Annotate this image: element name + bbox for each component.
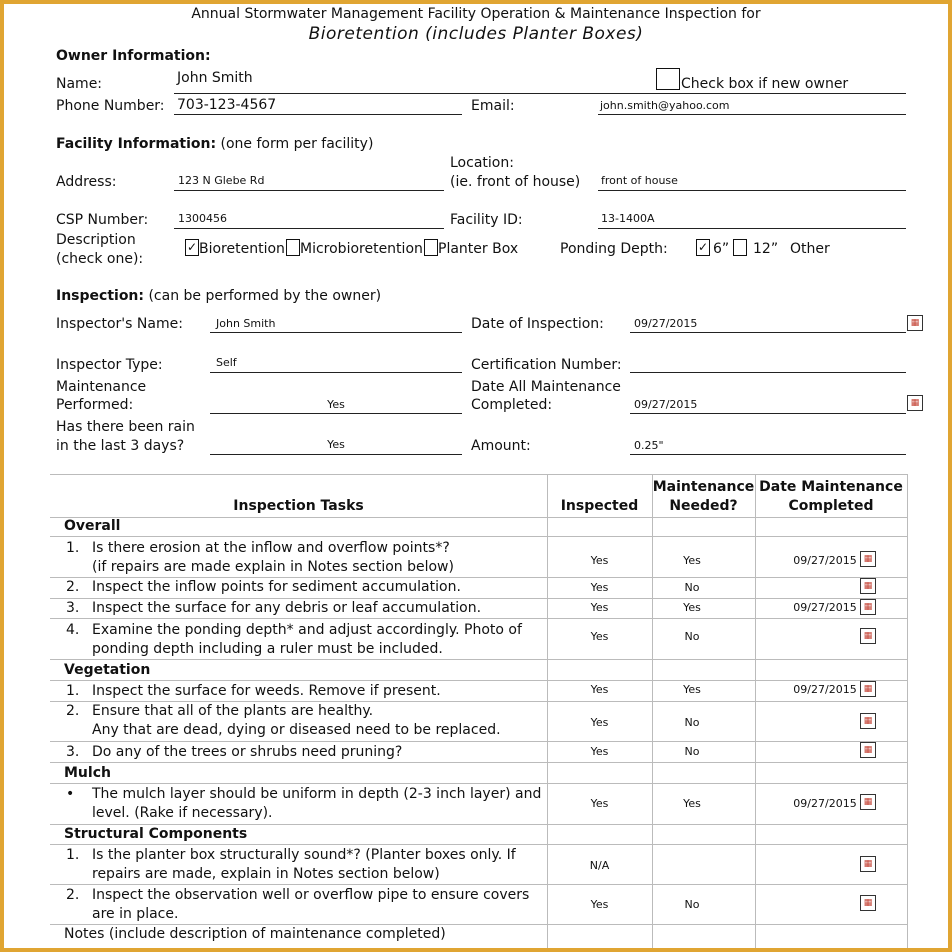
date-all-maintenance-label-1: Date All Maintenance xyxy=(471,379,621,395)
bioretention-checkbox[interactable]: ✓ xyxy=(186,240,198,254)
ponding-12in-label: 12” xyxy=(753,241,779,257)
date-inspection-label: Date of Inspection: xyxy=(471,316,604,332)
location-label-1: Location: xyxy=(450,155,514,171)
date-all-maintenance-label-2: Completed: xyxy=(471,397,553,413)
inspected-cell[interactable]: Yes xyxy=(590,554,609,567)
name-label: Name: xyxy=(56,76,103,92)
date-all-maintenance-field[interactable]: 09/27/2015 xyxy=(634,398,698,411)
maintenance-needed-cell[interactable]: No xyxy=(684,898,700,911)
row-divider xyxy=(50,884,908,885)
date-completed-cell[interactable]: 09/27/2015 xyxy=(793,601,857,614)
microbioretention-label: Microbioretention xyxy=(300,241,423,257)
maintenance-needed-cell[interactable]: No xyxy=(684,630,700,643)
inspected-cell[interactable]: Yes xyxy=(590,630,609,643)
maintenance-label-1: Maintenance xyxy=(56,379,147,395)
task-number: 3. xyxy=(66,600,80,616)
email-field[interactable]: john.smith@yahoo.com xyxy=(600,99,730,112)
section-mulch: Mulch xyxy=(64,765,111,781)
task-number: 2. xyxy=(66,703,80,719)
row-divider xyxy=(50,762,908,763)
task-text: Examine the ponding depth* and adjust accordingly. Photo of ponding depth including a ruler must be included. xyxy=(92,622,522,657)
rain-label-2: in the last 3 days? xyxy=(56,438,185,454)
description-label-2: (check one): xyxy=(56,251,144,267)
date-completed-cell[interactable]: 09/27/2015 xyxy=(793,797,857,810)
task-number: 3. xyxy=(66,744,80,760)
phone-field[interactable]: 703-123-4567 xyxy=(177,97,277,113)
microbioretention-checkbox[interactable] xyxy=(286,239,300,256)
col-divider xyxy=(755,474,756,948)
inspector-name-field[interactable]: John Smith xyxy=(216,317,276,330)
amount-field[interactable]: 0.25" xyxy=(634,439,664,452)
name-field[interactable]: John Smith xyxy=(177,70,253,86)
inspector-name-underline xyxy=(210,332,462,333)
calendar-icon[interactable]: ▦ xyxy=(860,856,876,872)
row-divider xyxy=(50,924,908,925)
form-title: Annual Stormwater Management Facility Operation & Maintenance Inspection for xyxy=(191,6,761,22)
date-inspection-field[interactable]: 09/27/2015 xyxy=(634,317,698,330)
calendar-icon[interactable]: ▦ xyxy=(860,628,876,644)
ponding-6in-checkbox[interactable]: ✓ xyxy=(697,240,709,254)
maintenance-needed-cell[interactable]: Yes xyxy=(683,601,701,614)
ponding-6in-label: 6” xyxy=(713,241,730,257)
task-text: Is there erosion at the inflow and overflow points*? (if repairs are made explain in Notes section below) xyxy=(92,540,454,575)
calendar-icon[interactable]: ▦ xyxy=(860,713,876,729)
ponding-other-label: Other xyxy=(790,241,830,257)
rain-underline xyxy=(210,454,462,455)
col-divider xyxy=(907,474,908,948)
phone-label: Phone Number: xyxy=(56,98,165,114)
row-divider xyxy=(50,618,908,619)
address-field[interactable]: 123 N Glebe Rd xyxy=(178,174,265,187)
task-text: Inspect the surface for any debris or leaf accumulation. xyxy=(92,600,482,616)
maintenance-performed-field[interactable]: Yes xyxy=(327,398,345,411)
address-label: Address: xyxy=(56,174,117,190)
cert-number-underline xyxy=(630,372,906,373)
row-divider xyxy=(50,680,908,681)
inspection-heading-note: (can be performed by the owner) xyxy=(148,288,382,304)
maintenance-needed-cell[interactable]: No xyxy=(684,581,700,594)
maintenance-needed-cell[interactable]: Yes xyxy=(683,554,701,567)
task-number: 2. xyxy=(66,579,80,595)
facility-heading: Facility Information: xyxy=(56,136,217,152)
inspected-cell[interactable]: Yes xyxy=(590,898,609,911)
task-number: 1. xyxy=(66,540,80,556)
calendar-icon[interactable]: ▦ xyxy=(860,578,876,594)
inspected-cell[interactable]: N/A xyxy=(589,859,610,872)
task-text: Inspect the inflow points for sediment accumulation. xyxy=(92,579,461,595)
maintenance-needed-cell[interactable]: No xyxy=(684,745,700,758)
calendar-icon[interactable]: ▦ xyxy=(860,742,876,758)
calendar-icon[interactable]: ▦ xyxy=(907,315,923,331)
csp-field[interactable]: 1300456 xyxy=(178,212,227,225)
planter-box-checkbox[interactable] xyxy=(424,239,438,256)
planter-box-label: Planter Box xyxy=(438,241,519,257)
calendar-icon[interactable]: ▦ xyxy=(907,395,923,411)
inspected-cell[interactable]: Yes xyxy=(590,601,609,614)
facility-id-label: Facility ID: xyxy=(450,212,523,228)
inspector-type-field[interactable]: Self xyxy=(216,356,237,369)
row-divider xyxy=(50,659,908,660)
calendar-icon[interactable]: ▦ xyxy=(860,895,876,911)
col-divider xyxy=(547,474,548,948)
rain-label-1: Has there been rain xyxy=(56,419,195,435)
header-date-completed-1: Date Maintenance xyxy=(759,479,903,495)
notes-label: Notes (include description of maintenance completed) xyxy=(64,926,446,942)
address-underline xyxy=(174,190,444,191)
ponding-depth-label: Ponding Depth: xyxy=(560,241,668,257)
bioretention-label: Bioretention xyxy=(199,241,285,257)
table-border-top xyxy=(50,474,908,475)
amount-underline xyxy=(630,454,906,455)
header-maintenance-1: Maintenance xyxy=(652,479,755,495)
new-owner-label: Check box if new owner xyxy=(681,76,849,92)
name-underline xyxy=(174,93,906,94)
email-label: Email: xyxy=(471,98,515,114)
email-underline xyxy=(598,114,906,115)
header-inspected: Inspected xyxy=(560,498,639,514)
phone-underline xyxy=(174,114,462,115)
location-underline xyxy=(598,190,906,191)
header-maintenance-2: Needed? xyxy=(669,498,738,514)
section-structural: Structural Components xyxy=(64,826,248,842)
row-divider xyxy=(50,824,908,825)
maintenance-label-2: Performed: xyxy=(56,397,134,413)
task-text: The mulch layer should be uniform in depth (2-3 inch layer) and level. (Rake if necessary). xyxy=(92,786,542,821)
inspected-cell[interactable]: Yes xyxy=(590,581,609,594)
inspection-heading: Inspection: xyxy=(56,288,144,304)
inspector-type-label: Inspector Type: xyxy=(56,357,163,373)
inspected-cell[interactable]: Yes xyxy=(590,683,609,696)
owner-heading: Owner Information: xyxy=(56,48,211,64)
cert-number-label: Certification Number: xyxy=(471,357,622,373)
inspected-cell[interactable]: Yes xyxy=(590,745,609,758)
row-divider xyxy=(50,783,908,784)
calendar-icon[interactable]: ▦ xyxy=(860,599,876,615)
calendar-icon[interactable]: ▦ xyxy=(860,794,876,810)
header-inspection-tasks: Inspection Tasks xyxy=(233,498,364,514)
task-number: 4. xyxy=(66,622,80,638)
rain-field[interactable]: Yes xyxy=(327,438,345,451)
facility-heading-row xyxy=(56,136,373,152)
task-text: Inspect the surface for weeds. Remove if present. xyxy=(92,683,441,699)
location-label-2: (ie. front of house) xyxy=(450,174,581,190)
form-subtitle: Bioretention (includes Planter Boxes) xyxy=(308,24,644,44)
task-number: 1. xyxy=(66,683,80,699)
maintenance-performed-underline xyxy=(210,413,462,414)
ponding-12in-checkbox[interactable] xyxy=(733,239,747,256)
csp-label: CSP Number: xyxy=(56,212,149,228)
inspected-cell[interactable]: Yes xyxy=(590,716,609,729)
date-completed-cell[interactable]: 09/27/2015 xyxy=(793,683,857,696)
section-vegetation: Vegetation xyxy=(64,662,151,678)
csp-underline xyxy=(174,228,444,229)
task-text: Inspect the observation well or overflow pipe to ensure covers are in place. xyxy=(92,887,530,922)
facility-heading-note: (one form per facility) xyxy=(220,136,374,152)
task-number: 1. xyxy=(66,847,80,863)
row-divider xyxy=(50,741,908,742)
description-label-1: Description xyxy=(56,232,136,248)
facility-id-field[interactable]: 13-1400A xyxy=(601,212,655,225)
date-inspection-underline xyxy=(630,332,906,333)
facility-id-underline xyxy=(598,228,906,229)
amount-label: Amount: xyxy=(471,438,531,454)
date-all-maintenance-underline xyxy=(630,413,906,414)
task-number: 2. xyxy=(66,887,80,903)
task-text: Do any of the trees or shrubs need pruning? xyxy=(92,744,403,760)
inspector-name-label: Inspector's Name: xyxy=(56,316,183,332)
inspected-cell[interactable]: Yes xyxy=(590,797,609,810)
calendar-icon[interactable]: ▦ xyxy=(860,551,876,567)
row-divider xyxy=(50,536,908,537)
calendar-icon[interactable]: ▦ xyxy=(860,681,876,697)
maintenance-needed-cell[interactable]: No xyxy=(684,716,700,729)
date-completed-cell[interactable]: 09/27/2015 xyxy=(793,554,857,567)
new-owner-checkbox[interactable] xyxy=(656,68,680,90)
maintenance-needed-cell[interactable]: Yes xyxy=(683,797,701,810)
task-bullet: • xyxy=(66,786,75,802)
row-divider xyxy=(50,844,908,845)
col-divider xyxy=(652,474,653,948)
task-text: Is the planter box structurally sound*? (Planter boxes only. If repairs are made, explain in Notes section below) xyxy=(92,847,516,882)
section-overall: Overall xyxy=(64,518,121,534)
inspector-type-underline xyxy=(210,372,462,373)
location-field[interactable]: front of house xyxy=(601,174,678,187)
table-header-bottom xyxy=(50,517,908,518)
inspection-heading-row xyxy=(56,288,381,304)
maintenance-needed-cell[interactable]: Yes xyxy=(683,683,701,696)
header-date-completed-2: Completed xyxy=(788,498,874,514)
task-text: Ensure that all of the plants are healthy. Any that are dead, dying or diseased need to be replaced. xyxy=(92,703,501,738)
